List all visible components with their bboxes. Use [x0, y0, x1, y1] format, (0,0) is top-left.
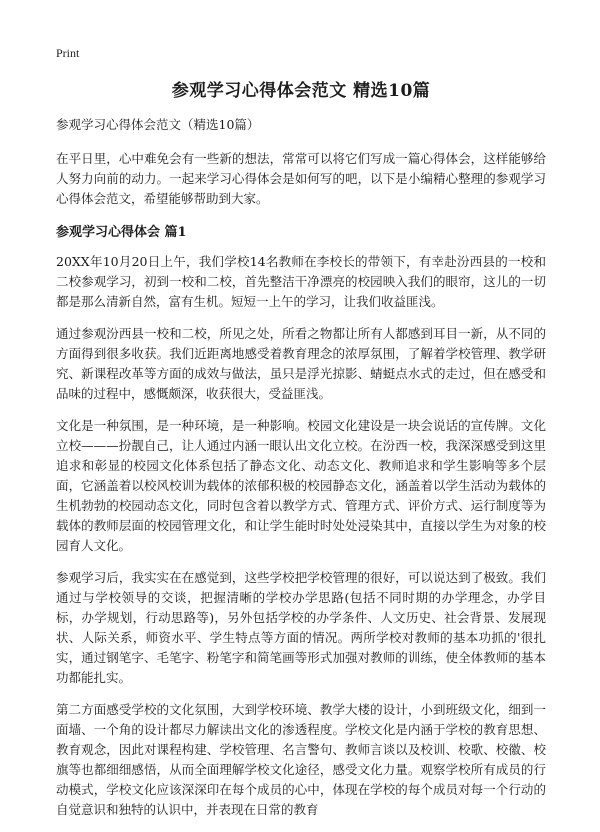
article-subtitle: 参观学习心得体会范文（精选10篇） [56, 117, 260, 132]
body-paragraph: 20XX年10月20日上午，我们学校14名教师在李校长的带领下，有幸赴汾西县的一校和二校参观学习，初到一校和二校，首先整洁干净漂亮的校园映入我们的眼帘，这儿的一切都是那么清新自然，富有生机。短短一上午的学习，让我们收益匪浅。 [56, 254, 546, 309]
intro-paragraph: 在平日里，心中难免会有一些新的想法，常常可以将它们写成一篇心得体会，这样能够给人努力向前的动力。一起来学习心得体会是如何写的吧，以下是小编精心整理的参观学习心得体会范文，希望能够帮助到大家。 [56, 151, 546, 206]
body-paragraph: 第二方面感受学校的文化氛围，大到学校环境、教学大楼的设计，小到班级文化，细到一面墙、一个角的设计都尽力解读出文化的渗透程度。学校文化是内涵于学校的教育思想、教育观念，因此对课程构建、学校管理、名言警句、教师言谈以及校训、校歌、校徽、校旗等也都细细感悟，从而全面理解学校文化途径，感受文化力量。观察学校所有成员的行动模式，学校文化应该深深印在每个成员的心中，体现在学校的每个成员对每一个行动的自觉意识和独特的认识中，并表现在日常的教育 [56, 702, 546, 817]
print-link[interactable]: Print [56, 46, 80, 60]
section-heading: 参观学习心得体会 篇1 [56, 225, 187, 240]
body-paragraph: 通过参观汾西县一校和二校，所见之处，所看之物都让所有人都感到耳目一新，从不同的方面得到很多收获。我们近距离地感受着教育理念的浓厚氛围，了解着学校管理、教学研究、新课程改革等方面的成效与做法，虽只是浮光掠影、蜻蜓点水式的走过，但在感受和品味的过程中，感慨颇深，收获很大，受益匪浅。 [56, 326, 546, 401]
page-title: 参观学习心得体会范文 精选10篇 [171, 81, 431, 101]
body-paragraph: 文化是一种氛围，是一种环境，是一种影响。校园文化建设是一块会说话的宣传牌。文化立校———扮靓自己，让人通过内涵一眼认出文化立校。在汾西一校，我深深感受到这里追求和彰显的校园文化体系包括了静态文化、动态文化、教师追求和学生影响等多个层面，它涵盖着以校风校训为载体的浓郁积极的校园静态文化，涵盖着以学生活动为载体的生机勃勃的校园动态文化，同时包含着以教学方式、管理方式、评价方式、运行制度等为载体的教师层面的校园管理文化，和让学生能时时处处浸染其中，直接以学生为对象的校园育人文化。 [56, 418, 546, 553]
body-paragraph: 参观学习后，我实实在在感觉到，这些学校把学校管理的很好，可以说达到了极致。我们通过与学校领导的交谈，把握清晰的学校办学思路(包括不同时期的办学理念，办学目标，办学规划，行动思路等)，另外包括学校的办学条件、人文历史、社会背景、发展现状、人际关系，师资水平、学生特点等方面的情况。两所学校对教师的基本功抓的'很扎实，通过钢笔字、毛笔字、粉笔字和简笔画等形式加强对教师的训练，使全体教师的基本功都能扎实。 [56, 570, 546, 685]
article [56, 76, 546, 832]
